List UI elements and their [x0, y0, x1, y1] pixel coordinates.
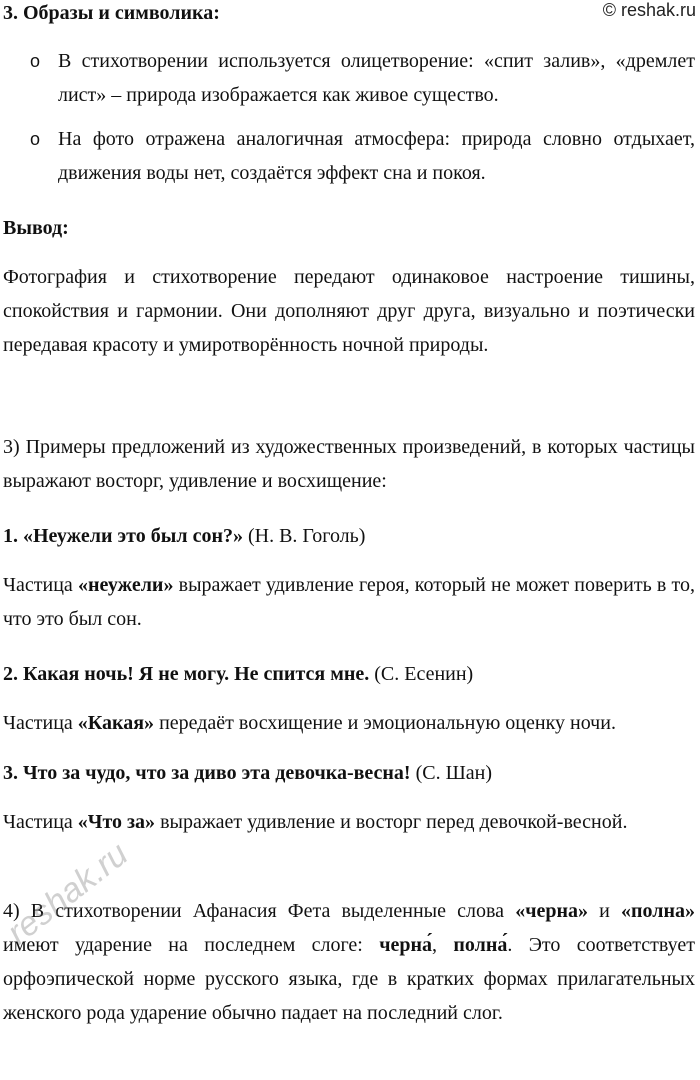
watermark: © reshak.ru: [602, 0, 696, 20]
task-4-paragraph: 4) В стихотворении Афанасия Фета выделенные слова «черна» и «полна» имеют ударение на последнем слоге: черна́, полна́. Это соответствует орфоэпической норме русского языка, где в кратких формах прилагательных женского рода ударение обычно падает на последний слог.: [3, 900, 696, 1024]
task-3-intro: 3) Примеры предложений из художественных произведений, в которых частицы выражают восторг, удивление и восхищение:: [3, 436, 695, 492]
bullet-circle-icon: o: [30, 129, 41, 149]
example-3-explanation: Частица «Что за» выражает удивление и восторг перед девочкой-весной.: [3, 811, 628, 833]
example-2-sentence: 2. Какая ночь! Я не могу. Не спится мне. (С. Есенин): [3, 663, 474, 685]
conclusion-heading: Вывод:: [3, 217, 69, 239]
section-3-heading: 3. Образы и символика:: [3, 2, 220, 24]
example-3-sentence: 3. Что за чудо, что за диво эта девочка-весна! (С. Шан): [3, 762, 493, 784]
bullet-circle-icon: o: [30, 51, 41, 71]
list-item-text: В стихотворении используется олицетворение: «спит залив», «дремлет лист» – природа изображается как живое существо.: [58, 50, 695, 106]
example-1-explanation: Частица «неужели» выражает удивление героя, который не может поверить в то, что это был сон.: [3, 574, 695, 630]
list-item-text: На фото отражена аналогичная атмосфера: природа словно отдыхает, движения воды нет, создаётся эффект сна и покоя.: [58, 128, 695, 184]
conclusion-paragraph: Фотография и стихотворение передают одинаковое настроение тишины, спокойствия и гармонии. Они дополняют друг друга, визуально и поэтически передавая красоту и умиротворённость ночной природы.: [3, 266, 695, 356]
example-2-explanation: Частица «Какая» передаёт восхищение и эмоциональную оценку ночи.: [3, 712, 616, 734]
example-1-sentence: 1. «Неужели это был сон?» (Н. В. Гоголь): [3, 525, 366, 547]
watermark-stamp: reshak.ru: [0, 834, 136, 952]
